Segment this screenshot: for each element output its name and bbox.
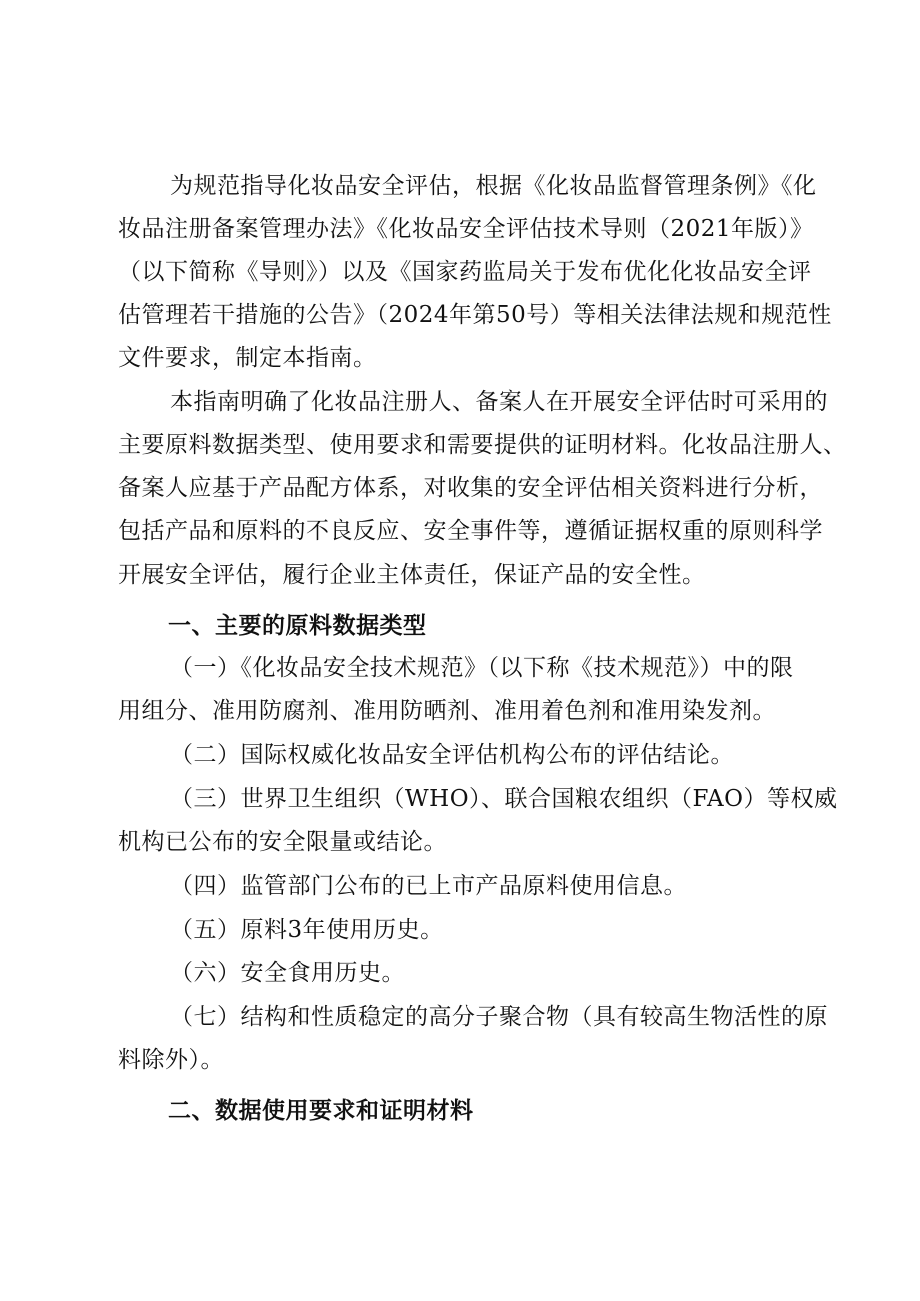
list-item-line: （七）结构和性质稳定的高分子聚合物（具有较高生物活性的原 — [170, 1004, 828, 1030]
list-item-line: 料除外）。 — [118, 1047, 224, 1073]
list-item-line: （一）《化妆品安全技术规范》（以下称《技术规范》）中的限 — [170, 655, 794, 681]
list-item-line: （六）安全食用历史。 — [170, 960, 405, 986]
list-item-line: （二）国际权威化妆品安全评估机构公布的评估结论。 — [170, 742, 734, 768]
paragraph-line: （以下简称《导则》）以及《国家药监局关于发布优化化妆品安全评 — [118, 259, 812, 285]
paragraph-line: 为规范指导化妆品安全评估，根据《化妆品监督管理条例》《化 — [170, 173, 817, 199]
paragraph-line: 开展安全评估，履行企业主体责任，保证产品的安全性。 — [118, 562, 706, 588]
paragraph-line: 备案人应基于产品配方体系，对收集的安全评估相关资料进行分析， — [118, 475, 823, 501]
section-heading-1: 一、主要的原料数据类型 — [168, 613, 427, 639]
section-heading-2: 二、数据使用要求和证明材料 — [168, 1098, 474, 1124]
list-item-line: （五）原料3年使用历史。 — [170, 917, 444, 943]
list-item-line: （三）世界卫生组织（WHO）、联合国粮农组织（FAO）等权威 — [170, 786, 838, 812]
paragraph-line: 估管理若干措施的公告》（2024年第50号）等相关法律法规和规范性 — [118, 302, 832, 328]
paragraph-line: 主要原料数据类型、使用要求和需要提供的证明材料。化妆品注册人、 — [118, 432, 847, 458]
list-item-line: （四）监管部门公布的已上市产品原料使用信息。 — [170, 873, 687, 899]
paragraph-line: 文件要求，制定本指南。 — [118, 345, 377, 371]
paragraph-line: 本指南明确了化妆品注册人、备案人在开展安全评估时可采用的 — [170, 389, 828, 415]
paragraph-line: 包括产品和原料的不良反应、安全事件等，遵循证据权重的原则科学 — [118, 518, 823, 544]
list-item-line: 用组分、准用防腐剂、准用防晒剂、准用着色剂和准用染发剂。 — [118, 698, 776, 724]
paragraph-line: 妆品注册备案管理办法》《化妆品安全评估技术导则（2021年版）》 — [118, 216, 814, 242]
list-item-line: 机构已公布的安全限量或结论。 — [118, 829, 447, 855]
